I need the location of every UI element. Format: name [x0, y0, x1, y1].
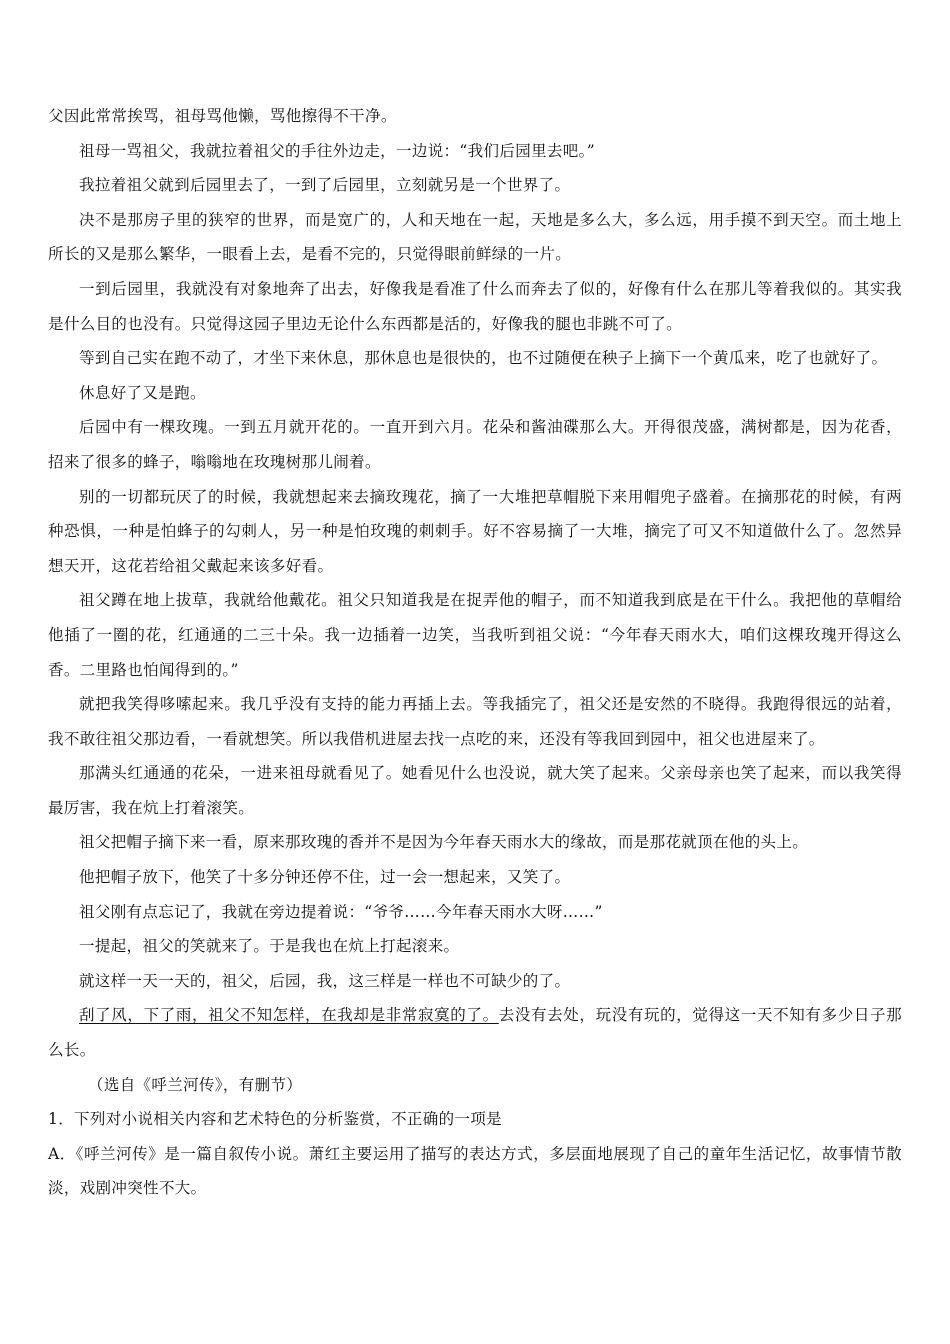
paragraph: 别的一切都玩厌了的时候，我就想起来去摘玫瑰花，摘了一大堆把草帽脱下来用帽兜子盛着。在摘那花的时候，有两种恐惧，一种是怕蜂子的勾刺人，另一种是怕玫瑰的刺刺手。好不容易摘了一大堆，摘完了可又不知道做什么了。忽然异想天开，这花若给祖父戴起来该多好看。 — [48, 487, 902, 575]
source-note: （选自《呼兰河传》，有删节） — [88, 1075, 303, 1094]
paragraph: 一到后园里，我就没有对象地奔了出去，好像我是看准了什么而奔去了似的，好像有什么在那儿等着我似的。其实我是什么目的也没有。只觉得这园子里边无论什么东西都是活的，好像我的腿也非跳不可了。 — [48, 279, 902, 333]
paragraph: 我拉着祖父就到后园里去了，一到了后园里，立刻就另是一个世界了。 — [79, 176, 571, 195]
paragraph: 父因此常常挨骂，祖母骂他懒，骂他擦得不干净。 — [48, 107, 397, 125]
paragraph: 祖母一骂祖父，我就拉着祖父的手往外边走，一边说：“我们后园里去吧。” — [79, 141, 596, 160]
paragraph: 一提起，祖父的笑就来了。于是我也在炕上打起滚来。 — [79, 937, 460, 956]
paragraph: 他把帽子放下，他笑了十多分钟还停不住，过一会一想起来，又笑了。 — [79, 868, 571, 887]
paragraph: 后园中有一棵玫瑰。一到五月就开花的。一直开到六月。花朵和酱油碟那么大。开得很茂盛，满树都是，因为花香，招来了很多的蜂子，嗡嗡地在玫瑰树那儿闹着。 — [48, 418, 902, 471]
paragraph: 那满头红通通的花朵，一进来祖母就看见了。她看见什么也没说，就大笑了起来。父亲母亲也笑了起来，而以我笑得最厉害，我在炕上打着滚笑。 — [48, 764, 902, 817]
question-title: 1．下列对小说相关内容和艺术特色的分析鉴赏，不正确的一项是 — [48, 1110, 503, 1129]
paragraph: 祖父蹲在地上拔草，我就给他戴花。祖父只知道我是在捉弄他的帽子，而不知道我到底是在干什么。我把他的草帽给他插了一圈的花，红通通的二三十朵。我一边插着一边笑，当我听到祖父说：“今年春天雨水大，咱们这棵玫瑰开得这么香。二里路也怕闻得到的。” — [48, 591, 902, 679]
paragraph-rest: 去没有去处，玩没有玩的，觉得这一天不知有多少日子那么长。 — [48, 1006, 902, 1060]
paragraph: 休息好了又是跑。 — [79, 383, 206, 402]
underlined-sentence: 刮了风，下了雨，祖父不知怎样，在我却是非常寂寞的了。 — [79, 1006, 499, 1025]
paragraph: 就把我笑得哆嗦起来。我几乎没有支持的能力再插上去。等我插完了，祖父还是安然的不晓得。我跑得很远的站着，我不敢往祖父那边看，一看就想笑。所以我借机进屋去找一点吃的来，还没有等我回到园中，祖父也进屋来了。 — [48, 695, 902, 748]
paragraph: 祖父刚有点忘记了，我就在旁边提着说：“爷爷……今年春天雨水大呀……” — [79, 902, 603, 921]
paragraph: 决不是那房子里的狭窄的世界，而是宽广的，人和天地在一起，天地是多么大，多么远，用手摸不到天空。而土地上所长的又是那么繁华，一眼看上去，是看不完的，只觉得眼前鲜绿的一片。 — [48, 210, 902, 264]
document-body — [48, 99, 902, 1206]
option-a: A．《呼兰河传》是一篇自叙传小说。萧红主要运用了描写的表达方式，多层面地展现了自己的童年生活记忆，故事情节散淡，戏剧冲突性不大。 — [48, 1144, 902, 1198]
paragraph-with-underline — [48, 998, 902, 1067]
paragraph: 祖父把帽子摘下来一看，原来那玫瑰的香并不是因为今年春天雨水大的缘故，而是那花就顶在他的头上。 — [79, 833, 809, 852]
paragraph: 就这样一天一天的，祖父，后园，我，这三样是一样也不可缺少的了。 — [79, 971, 571, 990]
paragraph: 等到自己实在跑不动了，才坐下来休息，那休息也是很快的，也不过随便在秧子上摘下一个黄瓜来，吃了也就好了。 — [79, 349, 888, 368]
